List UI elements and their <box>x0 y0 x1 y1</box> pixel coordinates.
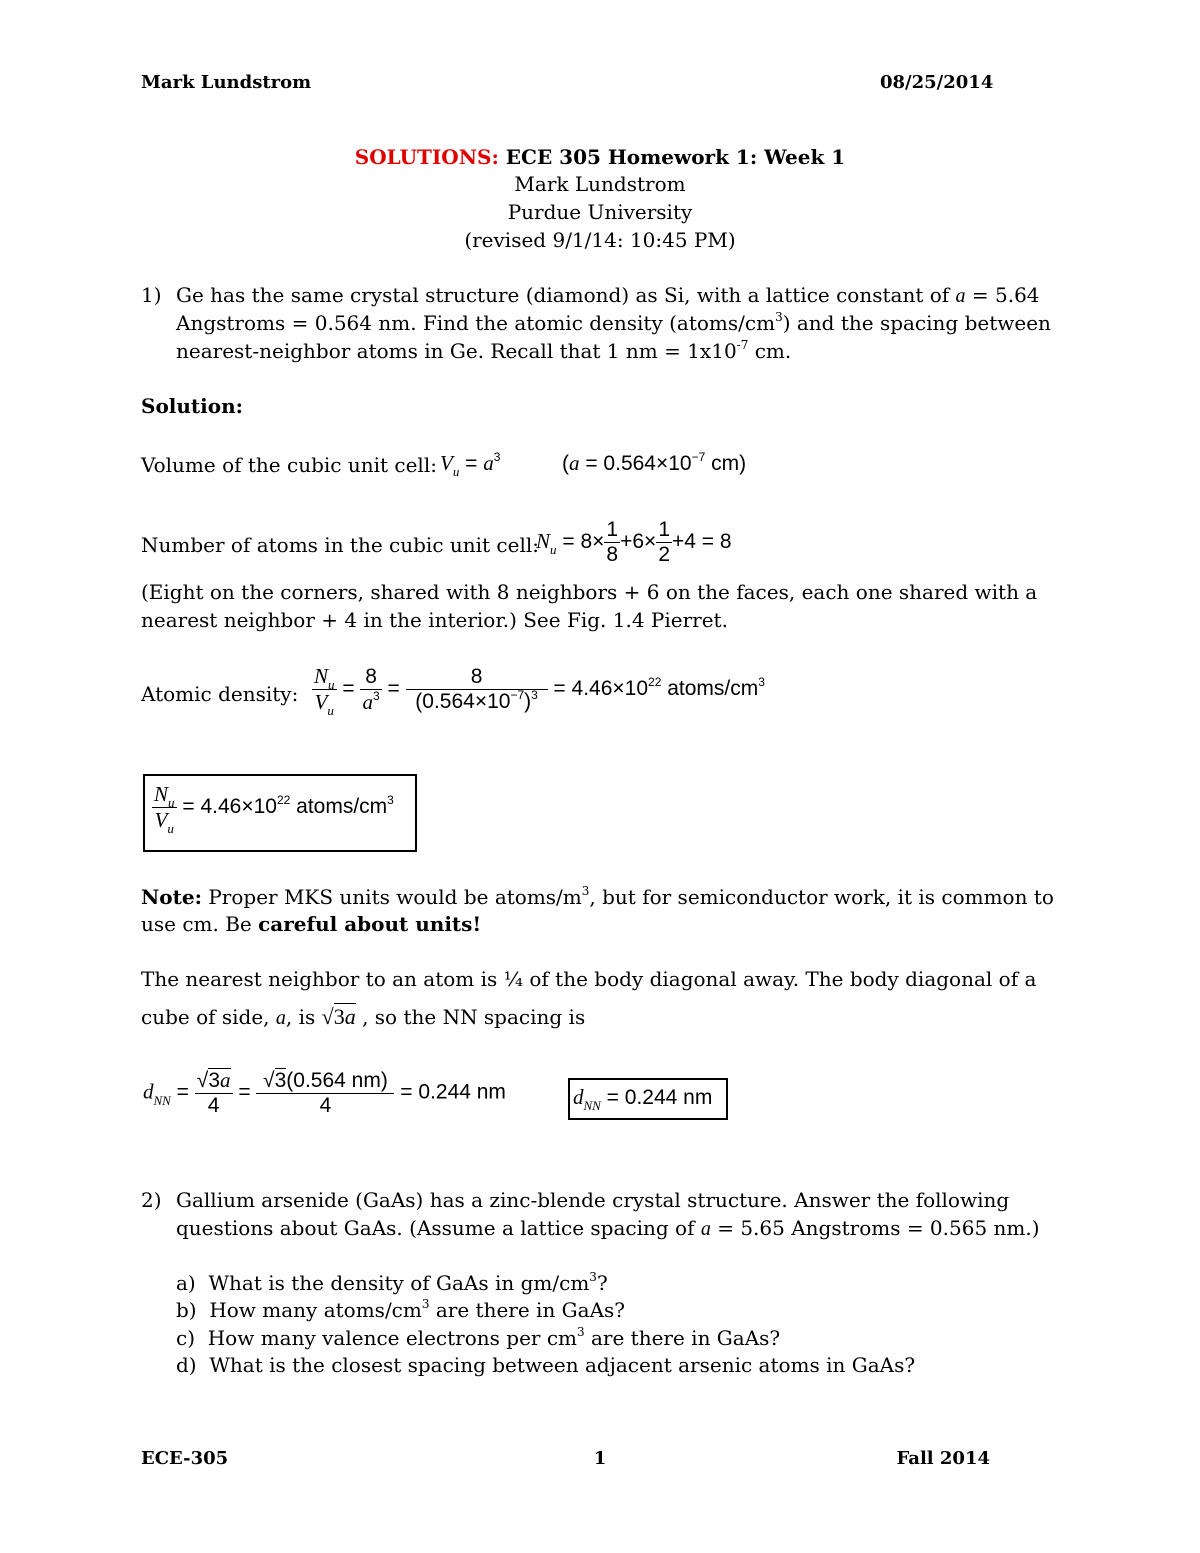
units-note-line1: Note: Proper MKS units would be atoms/$m^3$, but for semiconductor work, it is common to <box>141 884 1054 909</box>
solutions-label: SOLUTIONS: <box>354 145 499 169</box>
title-revised: (revised 9/1/14: 10:45 PM) <box>464 228 736 252</box>
course-homework: ECE 305 Homework 1: Week 1 <box>505 145 846 169</box>
problem2-line1: Gallium arsenide (GaAs) has a zinc-blende crystal structure. Answer the following <box>176 1188 1010 1212</box>
title-university: Purdue University <box>507 200 693 224</box>
nn-line1: The nearest neighbor to an atom is ¼ of the body diagonal away. The body diagonal of a <box>141 967 1037 991</box>
footer-term: Fall 2014 <box>896 1448 990 1469</box>
dnn-equation: $d_{NN}$ = $\frac{√3a}{4}$ = $\frac{√3(0.564 nm)}{4}$ = 0.244 nm <box>143 1068 506 1117</box>
problem2-item-d: d) What is the closest spacing between adjacent arsenic atoms in GaAs? <box>176 1353 916 1377</box>
lattice-constant-equation: ($a = 0.564\times 10^{-7}$ cm) <box>562 450 747 475</box>
problem1-line2: Angstroms = 0.564 nm. Find the atomic density $(atoms/cm^3)$ and the spacing between <box>176 310 1051 335</box>
atoms-label: Number of atoms in the cubic unit cell: <box>141 533 539 557</box>
header-date: 08/25/2014 <box>880 72 994 93</box>
problem1-line3: nearest-neighbor atoms in Ge. Recall that 1 nm = $1x10^{-7}$ cm. <box>176 338 792 363</box>
units-note-line2: use cm. Be careful about units! <box>141 912 482 936</box>
solution-heading: Solution: <box>141 394 244 418</box>
problem2-item-a: a) What is the density of GaAs in $gm/cm^3$? <box>176 1270 608 1295</box>
dnn-boxed-equation: $d_{NN} = 0.244$ nm <box>573 1085 713 1113</box>
atoms-note-line2: nearest neighbor + 4 in the interior.) See Fig. 1.4 Pierret. <box>141 608 728 632</box>
problem1-line1: Ge has the same crystal structure (diamond) as Si, with a lattice constant of a = 5.64 <box>176 283 1040 307</box>
title-author: Mark Lundstrom <box>514 172 686 196</box>
problem2-item-c: c) How many valence electrons per $cm^3$ are there in GaAs? <box>176 1325 781 1350</box>
footer-page-number: 1 <box>593 1448 607 1469</box>
density-boxed-equation: $\frac{N_u}{V_u}$ = $4.46\times 10^{22}$ atoms/$cm^3$ <box>154 782 394 836</box>
header-author: Mark Lundstrom <box>141 72 312 93</box>
problem2-line2: questions about GaAs. (Assume a lattice spacing of a = 5.65 Angstroms = 0.565 nm.) <box>176 1216 1040 1240</box>
problem1-number: 1) <box>141 283 162 307</box>
volume-label: Volume of the cubic unit cell: <box>141 453 437 477</box>
density-label: Atomic density: <box>141 682 299 706</box>
document-title <box>0 145 1200 169</box>
problem2-number: 2) <box>141 1188 162 1212</box>
density-equation: $\frac{N_u}{V_u}$ = $\frac{8}{a^3}$ = $\frac{8}{(0.564\times 10^{-7})^3}$ = $4.46\times 10^{22}$ atoms/$cm^3$ <box>314 664 765 718</box>
problem2-item-b: b) How many atoms/$cm^3$ are there in GaAs? <box>176 1297 626 1322</box>
atoms-equation: $N_u = 8\times$ $\frac{1}{8}$ +6× $\frac{1}{2}$ +4 = 8 <box>536 518 732 566</box>
volume-equation: $V_u = a^3$ <box>440 450 501 479</box>
footer-course: ECE-305 <box>141 1448 229 1469</box>
nn-line2: cube of side, a, is √3a , so the NN spacing is <box>141 1004 586 1029</box>
atoms-note-line1: (Eight on the corners, shared with 8 neighbors + 6 on the faces, each one shared with a <box>141 580 1038 604</box>
